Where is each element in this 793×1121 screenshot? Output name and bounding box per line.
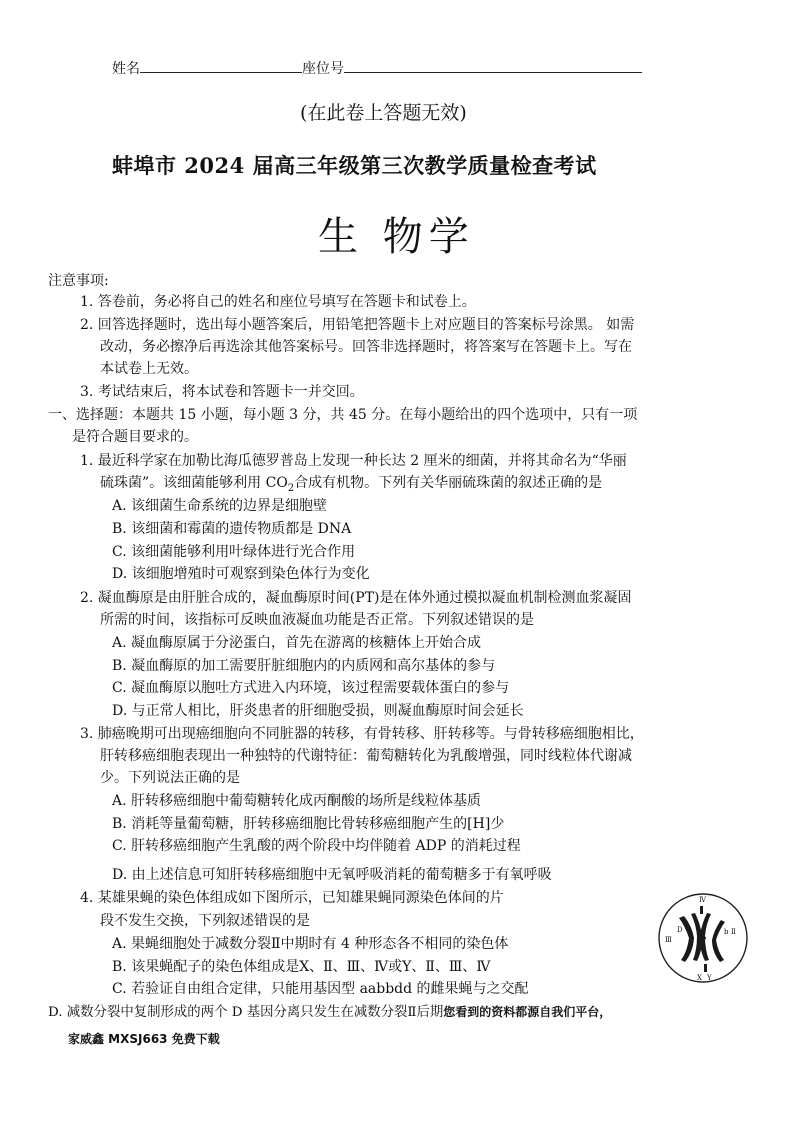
- label-y: Y: [707, 974, 712, 982]
- exam-title: 蚌埠市 2024 届高三年级第三次教学质量检查考试: [112, 153, 597, 178]
- question-2-stem: 2. 凝血酶原是由肝脏合成的，凝血酶原时间(PT)是在体外通过模拟凝血机制检测血浆凝固: [80, 590, 632, 606]
- section-heading-cont: 是符合题目要求的。: [72, 429, 198, 445]
- question-3-option: C. 肝转移癌细胞产生乳酸的两个阶段中均伴随着 ADP 的消耗过程: [112, 838, 521, 854]
- question-2-option: A. 凝血酶原属于分泌蛋白，首先在游离的核糖体上开始合成: [112, 635, 482, 651]
- notice-item: 1. 答卷前，务必将自己的姓名和座位号填写在答题卡和试卷上。: [80, 294, 476, 310]
- label-d: D: [677, 926, 683, 934]
- notice-item: 2. 回答选择题时，选出每小题答案后，用铅笔把答题卡上对应题目的答案标号涂黑。 如需: [80, 317, 635, 333]
- question-4-option: A. 果蝇细胞处于减数分裂Ⅱ中期时有 4 种形态各不相同的染色体: [112, 936, 509, 952]
- question-1-option: C. 该细菌能够利用叶绿体进行光合作用: [112, 544, 356, 560]
- invalid-note: (在此卷上答题无效): [300, 102, 467, 124]
- name-label: 姓名: [112, 61, 140, 77]
- name-blank: [140, 58, 302, 73]
- notice-item: 3. 考试结束后，将本试卷和答题卡一并交回。: [80, 384, 364, 400]
- question-1-stem-cont: 硫珠菌”。该细菌能够利用 $CO_2$合成有机物。下列有关华丽硫珠菌的叙述正确的是: [100, 475, 603, 494]
- question-4-stem: 4. 某雄果蝇的染色体组成如下图所示，已知雄果蝇同源染色体间的片: [80, 890, 504, 906]
- notice-heading: 注意事项:: [48, 273, 109, 289]
- question-3-option: A. 肝转移癌细胞中葡萄糖转化成丙酮酸的场所是线粒体基质: [112, 793, 482, 809]
- label-a: a: [719, 919, 724, 927]
- question-3-option: B. 消耗等量葡萄糖，肝转移癌细胞比骨转移癌细胞产生的[H]少: [112, 816, 505, 832]
- label-ii: Ⅱ: [731, 928, 736, 936]
- label-iv: Ⅳ: [699, 896, 706, 904]
- label-x: X: [697, 974, 702, 982]
- question-3-stem-cont: 少。下列说法正确的是: [100, 770, 240, 786]
- watermark-line-2: 家威鑫 MXSJ663 免费下载: [68, 1032, 220, 1046]
- section-heading: 一、选择题：本题共 15 小题，每小题 3 分，共 45 分。在每小题给出的四个选项中，只有一项: [48, 407, 638, 423]
- question-1-option: A. 该细菌生命系统的边界是细胞壁: [112, 498, 328, 514]
- question-2-option: C. 凝血酶原以胞吐方式进入内环境，该过程需要载体蛋白的参与: [112, 680, 510, 696]
- watermark-line-1: 您看到的资料都源自我们平台，: [443, 1005, 612, 1019]
- question-4-option: D. 减数分裂中复制形成的两个 D 基因分离只发生在减数分裂Ⅱ后期您看到的资料都源自我们平台，: [48, 1005, 612, 1020]
- question-1-stem: 1. 最近科学家在加勒比海瓜德罗普岛上发现一种长达 2 厘米的细菌，并将其命名为“华丽: [80, 453, 627, 469]
- header-row: [112, 58, 642, 78]
- question-1-option: B. 该细菌和霉菌的遗传物质都是 DNA: [112, 521, 352, 537]
- subject-title: 生 物学: [318, 214, 475, 260]
- question-1-option: D. 该细胞增殖时可观察到染色体行为变化: [112, 566, 370, 582]
- label-iii: Ⅲ: [665, 936, 672, 944]
- chromosome-figure: [657, 892, 749, 984]
- label-b: b: [724, 928, 729, 936]
- question-3-stem-cont: 肝转移癌细胞表现出一种独特的代谢特征：葡萄糖转化为乳酸增强，同时线粒体代谢减: [100, 748, 632, 764]
- question-2-option: B. 凝血酶原的加工需要肝脏细胞内的内质网和高尔基体的参与: [112, 658, 496, 674]
- question-3-option: D. 由上述信息可知肝转移癌细胞中无氧呼吸消耗的葡萄糖多于有氧呼吸: [112, 867, 552, 883]
- question-4-option: B. 该果蝇配子的染色体组成是X、Ⅱ、Ⅲ、Ⅳ或Y、Ⅱ、Ⅲ、Ⅳ: [112, 959, 491, 975]
- question-4-option: C. 若验证自由组合定律，只能用基因型 aabbdd 的雌果蝇与之交配: [112, 981, 529, 997]
- question-4-stem-cont: 段不发生交换，下列叙述错误的是: [100, 913, 310, 929]
- notice-item: 本试卷上无效。: [100, 361, 198, 377]
- seat-label: 座位号: [302, 61, 344, 77]
- question-3-stem: 3. 肺癌晚期可出现癌细胞向不同脏器的转移，有骨转移、肝转移等。与骨转移癌细胞相比，: [80, 726, 644, 742]
- question-2-stem-cont: 所需的时间，该指标可反映血液凝血功能是否正常。下列叙述错误的是: [100, 612, 534, 628]
- notice-item: 改动，务必擦净后再选涂其他答案标号。回答非选择题时，将答案写在答题卡上。写在: [100, 339, 632, 355]
- question-2-option: D. 与正常人相比，肝炎患者的肝细胞受损，则凝血酶原时间会延长: [112, 703, 524, 719]
- seat-blank: [344, 58, 642, 73]
